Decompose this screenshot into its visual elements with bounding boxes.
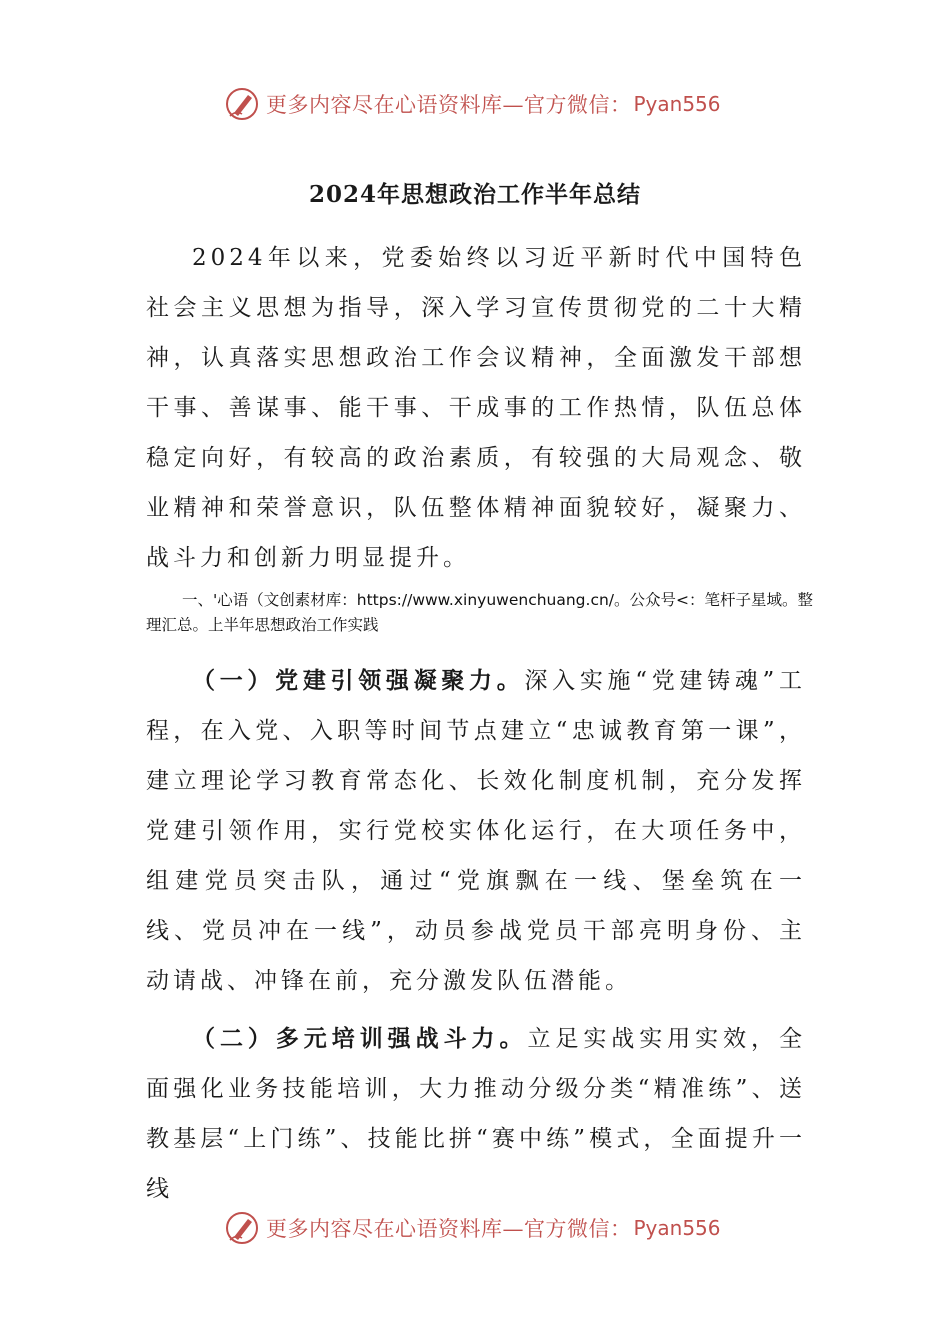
pen-logo-icon	[224, 1210, 260, 1246]
footer-watermark-banner	[224, 1208, 744, 1248]
source-note: 一、'心语（文创素材库：https://www.xinyuwenchuang.cn/。公众号<：笔杆子星域。整理汇总。上半年思想政治工作实践	[146, 591, 814, 634]
section-2-body: 立足实战实用实效，全面强化业务技能培训，大力推动分级分类“精准练”、送教基层“上门练”、技能比拼“赛中练”模式，全面提升一线	[146, 1026, 807, 1202]
document-title: 2024年思想政治工作半年总结	[308, 181, 641, 208]
intro-paragraph: 2024年以来，党委始终以习近平新时代中国特色社会主义思想为指导，深入学习宣传贯彻党的二十大精神，认真落实思想政治工作会议精神，全面激发干部想干事、善谋事、能干事、干成事的工作热情，队伍总体稳定向好，有较高的政治素质，有较强的大局观念、敬业精神和荣誉意识，队伍整体精神面貌较好，凝聚力、战斗力和创新力明显提升。	[146, 245, 806, 571]
header-watermark-banner	[224, 84, 744, 124]
pen-logo-icon	[224, 86, 260, 122]
section-2-heading: （二）多元培训强战斗力。	[192, 1025, 528, 1052]
banner-wechat-id: Pyan556	[633, 92, 721, 116]
section-1-paragraph	[146, 656, 806, 1006]
banner-text: 更多内容尽在心语资料库—官方微信：	[266, 93, 632, 117]
section-1-body: 深入实施“党建铸魂”工程，在入党、入职等时间节点建立“忠诚教育第一课”，建立理论学习教育常态化、长效化制度机制，充分发挥党建引领作用，实行党校实体化运行，在大项任务中，组建党员突击队，通过“党旗飘在一线、堡垒筑在一线、党员冲在一线”，动员参战党员干部亮明身份、主动请战、冲锋在前，充分激发队伍潜能。	[146, 668, 806, 994]
section-1-heading: （一）党建引领强凝聚力。	[192, 667, 525, 694]
banner-text: 更多内容尽在心语资料库—官方微信：	[266, 1217, 632, 1241]
section-2-paragraph	[146, 1014, 806, 1214]
banner-wechat-id: Pyan556	[633, 1216, 721, 1240]
